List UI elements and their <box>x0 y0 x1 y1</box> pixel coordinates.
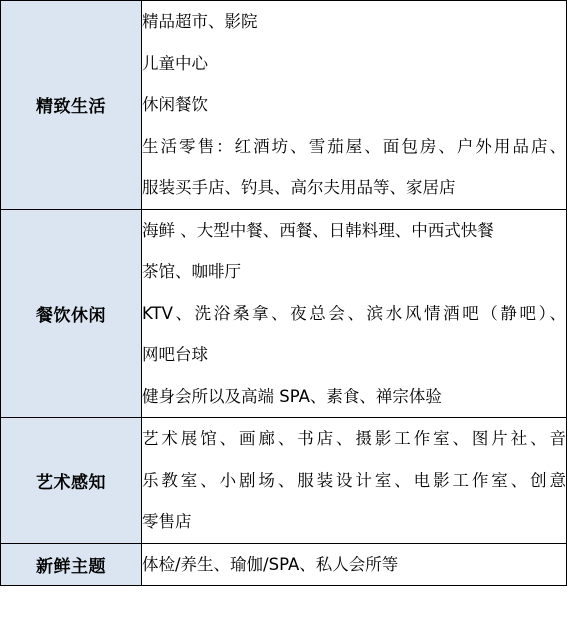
detail-line: 体检/养生、瑜伽/SPA、私人会所等 <box>142 554 399 574</box>
table-row <box>1 543 567 586</box>
detail-cell <box>142 543 567 586</box>
detail-line: 海鲜 、大型中餐、西餐、日韩料理、中西式快餐 <box>142 220 494 240</box>
detail-cell <box>142 418 567 544</box>
detail-line: 茶馆、咖啡厅 <box>142 262 241 281</box>
table-row <box>1 1 567 210</box>
detail-cell <box>142 1 567 210</box>
detail-line: KTV、洗浴桑拿、夜总会、滨水风情酒吧（静吧）、 <box>142 303 566 323</box>
category-cell: 新鲜主题 <box>1 543 142 586</box>
category-cell: 艺术感知 <box>1 418 142 544</box>
detail-line: 儿童中心 <box>142 53 208 73</box>
detail-line: 服装买手店、钓具、高尔夫用品等、家居店 <box>142 178 456 197</box>
category-cell: 餐饮休闲 <box>1 209 142 418</box>
table-row <box>1 209 567 418</box>
detail-line: 零售店 <box>142 512 192 531</box>
category-cell: 精致生活 <box>1 1 142 210</box>
detail-line: 乐教室、小剧场、服装设计室、电影工作室、创意 <box>142 470 566 490</box>
detail-line: 健身会所以及高端 SPA、素食、禅宗体验 <box>142 386 442 406</box>
detail-line: 休闲餐饮 <box>142 95 208 114</box>
detail-line: 艺术展馆、画廊、书店、摄影工作室、图片社、音 <box>142 429 566 448</box>
detail-line: 生活零售：红酒坊、雪茄屋、面包房、户外用品店、 <box>142 136 566 156</box>
detail-line: 网吧台球 <box>142 345 208 364</box>
detail-cell <box>142 209 567 418</box>
table-row <box>1 418 567 544</box>
detail-line: 精品超市、影院 <box>142 12 258 31</box>
